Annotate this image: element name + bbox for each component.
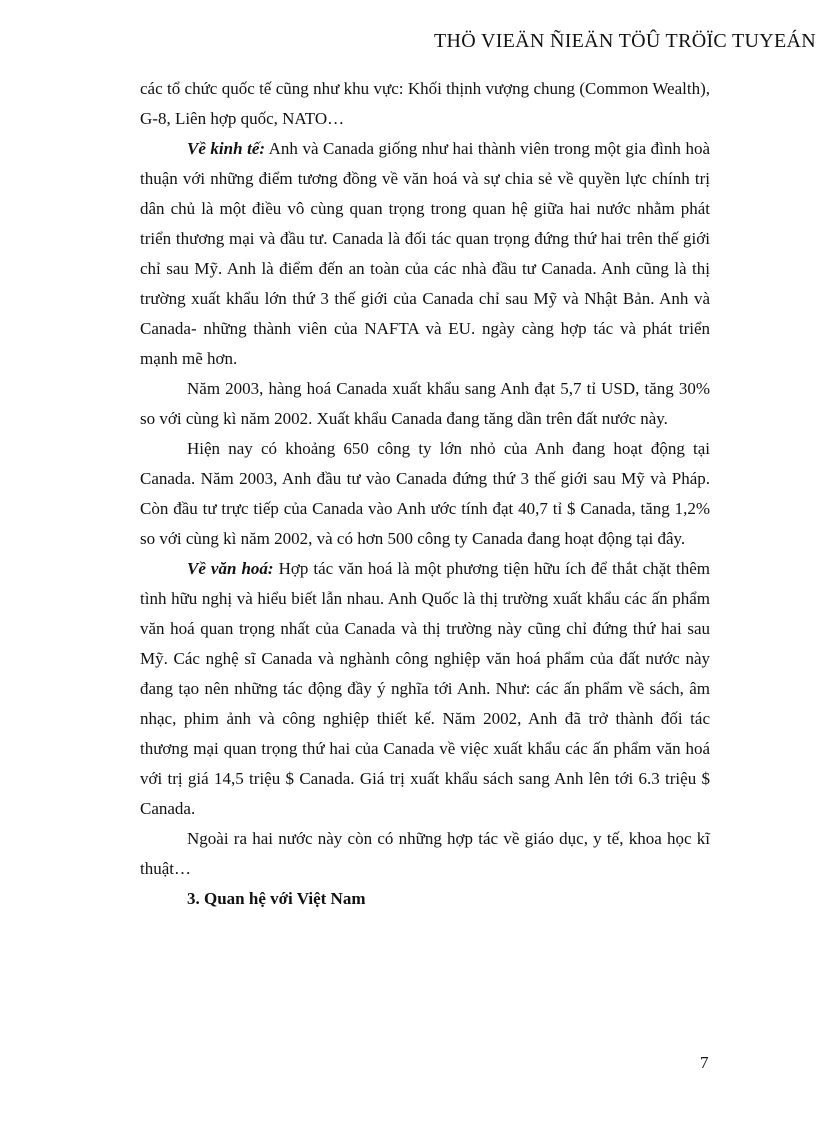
culture-text: Hợp tác văn hoá là một phương tiện hữu ích để thắt chặt thêm tình hữu nghị và hiểu biết lẫn nhau. Anh Quốc là thị trường xuất khẩu các ấn phẩm văn hoá quan trọng nhất của Canada và thị trường này cũng chỉ đứng thứ hai sau Mỹ. Các nghệ sĩ Canada và nghành công nghiệp văn hoá phẩm của đất nước này đang tạo nên những tác động đầy ý nghĩa tới Anh. Như: các ấn phẩm về sách, âm nhạc, phim ảnh và công nghiệp thiết kế. Năm 2002, Anh đã trở thành đối tác thương mại quan trọng thứ hai của Canada về việc xuất khẩu các ấn phẩm văn hoá với trị giá 14,5 triệu $ Canada. Giá trị xuất khẩu sách sang Anh lên tới 6.3 triệu $ Canada. (140, 559, 710, 818)
culture-lead: Về văn hoá: (187, 559, 274, 578)
paragraph-other-cooperation: Ngoài ra hai nước này còn có những hợp tác về giáo dục, y tế, khoa học kĩ thuật… (140, 829, 710, 878)
paragraph-intro: các tổ chức quốc tế cũng như khu vực: Khối thịnh vượng chung (Common Wealth), G-8, Liên hợp quốc, NATO… (140, 79, 710, 128)
paragraph-economy (140, 134, 710, 374)
paragraph-culture (140, 554, 710, 824)
page-number: 7 (700, 1053, 709, 1072)
paragraph-investment: Hiện nay có khoảng 650 công ty lớn nhỏ của Anh đang hoạt động tại Canada. Năm 2003, Anh đầu tư vào Canada đứng thứ 3 thế giới sau Mỹ và Pháp. Còn đầu tư trực tiếp của Canada vào Anh ước tính đạt 40,7 tỉ $ Canada, tăng 1,2% so với cùng kì năm 2002, và có hơn 500 công ty Canada đang hoạt động tại đây. (140, 439, 710, 548)
page-header: THÖ VIEÄN ÑIEÄN TÖÛ TRÖÏC TUYEÁN (434, 30, 816, 52)
section-heading: 3. Quan hệ với Việt Nam (187, 889, 366, 908)
document-body (140, 74, 710, 914)
economy-lead: Về kinh tế: (187, 139, 266, 158)
paragraph-exports-2003: Năm 2003, hàng hoá Canada xuất khẩu sang Anh đạt 5,7 tỉ USD, tăng 30% so với cùng kì năm 2002. Xuất khẩu Canada đang tăng dần trên đất nước này. (140, 379, 710, 428)
economy-text: Anh và Canada giống như hai thành viên trong một gia đình hoà thuận với những điểm tương đồng về văn hoá và sự chia sẻ về quyền lực chính trị dân chủ là một điều vô cùng quan trọng trong quan hệ giữa hai nước nhằm phát triển thương mại và đầu tư. Canada là đối tác quan trọng đứng thứ hai trên thế giới chỉ sau Mỹ. Anh là điểm đến an toàn của các nhà đầu tư Canada. Anh cũng là thị trường xuất khẩu lớn thứ 3 thế giới của Canada chỉ sau Mỹ và Nhật Bản. Anh và Canada- những thành viên của NAFTA và EU. ngày càng hợp tác và phát triển mạnh mẽ hơn. (140, 139, 710, 368)
